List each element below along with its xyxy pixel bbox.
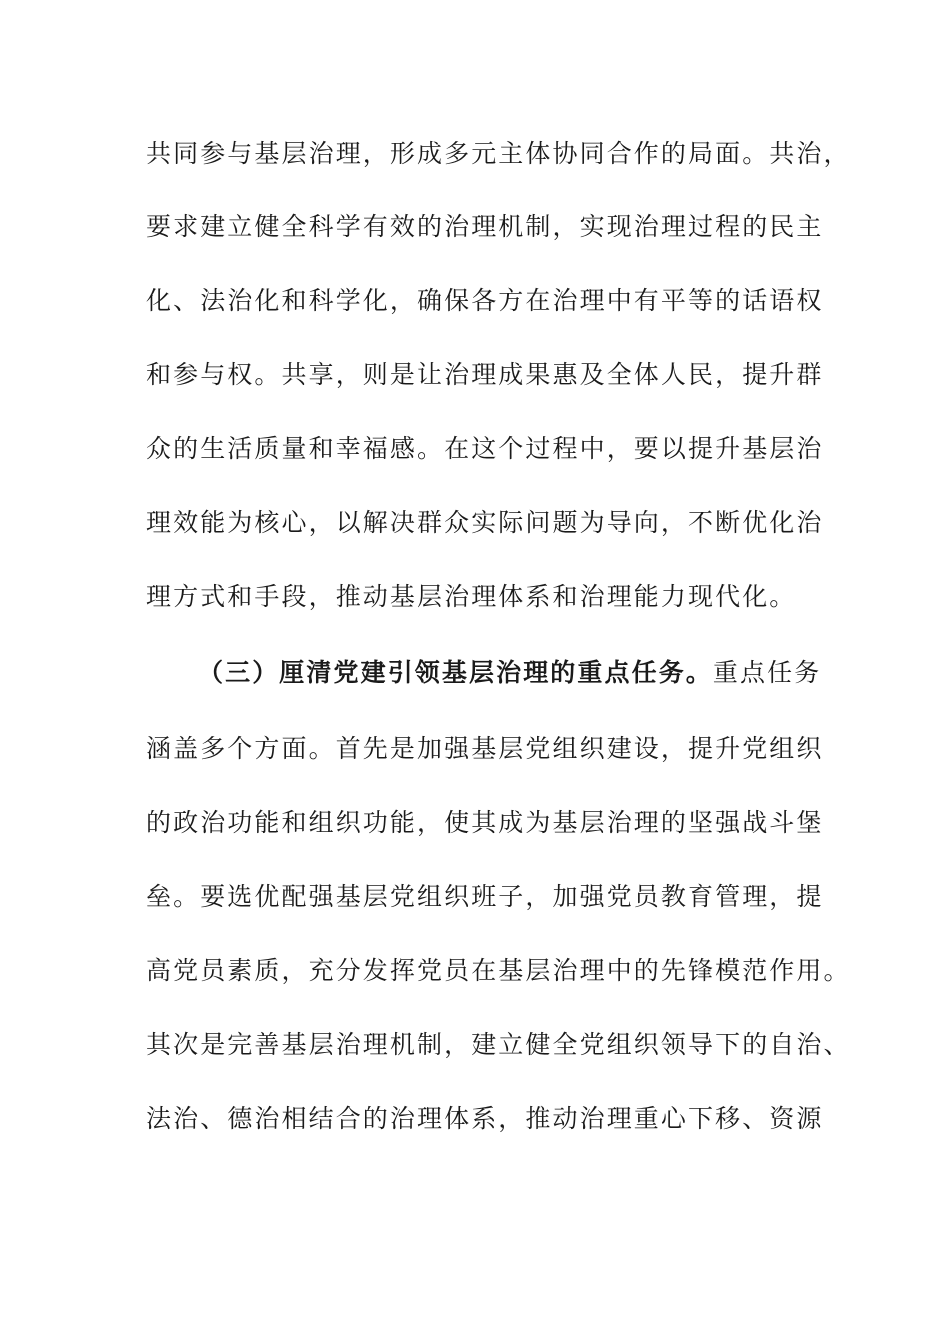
- section-heading: （三）厘清党建引领基层治理的重点任务。: [198, 658, 713, 687]
- paragraph-line: 要求建立健全科学有效的治理机制，实现治理过程的民主: [146, 212, 824, 241]
- paragraph-line: 和参与权。共享，则是让治理成果惠及全体人民，提升群: [146, 360, 824, 389]
- paragraph-line: 法治、德治相结合的治理体系，推动治理重心下移、资源: [146, 1104, 824, 1133]
- paragraph-line: 垒。要选优配强基层党组织班子，加强党员教育管理，提: [146, 882, 824, 911]
- paragraph-line: 化、法治化和科学化，确保各方在治理中有平等的话语权: [146, 286, 824, 315]
- paragraph-line: 其次是完善基层治理机制，建立健全党组织领导下的自治、: [146, 1030, 851, 1059]
- paragraph-line: 理方式和手段，推动基层治理体系和治理能力现代化。: [146, 582, 797, 611]
- paragraph-line: 众的生活质量和幸福感。在这个过程中，要以提升基层治: [146, 434, 824, 463]
- heading-line-continuation: 重点任务: [712, 658, 822, 687]
- paragraph-line: 理效能为核心，以解决群众实际问题为导向，不断优化治: [146, 508, 824, 537]
- paragraph-line: 高党员素质，充分发挥党员在基层治理中的先锋模范作用。: [146, 956, 851, 985]
- paragraph-line: 涵盖多个方面。首先是加强基层党组织建设，提升党组织: [146, 734, 824, 763]
- paragraph-line: 的政治功能和组织功能，使其成为基层治理的坚强战斗堡: [146, 808, 824, 837]
- paragraph-line: 共同参与基层治理，形成多元主体协同合作的局面。共治，: [146, 139, 851, 168]
- section-heading-line: [198, 658, 821, 688]
